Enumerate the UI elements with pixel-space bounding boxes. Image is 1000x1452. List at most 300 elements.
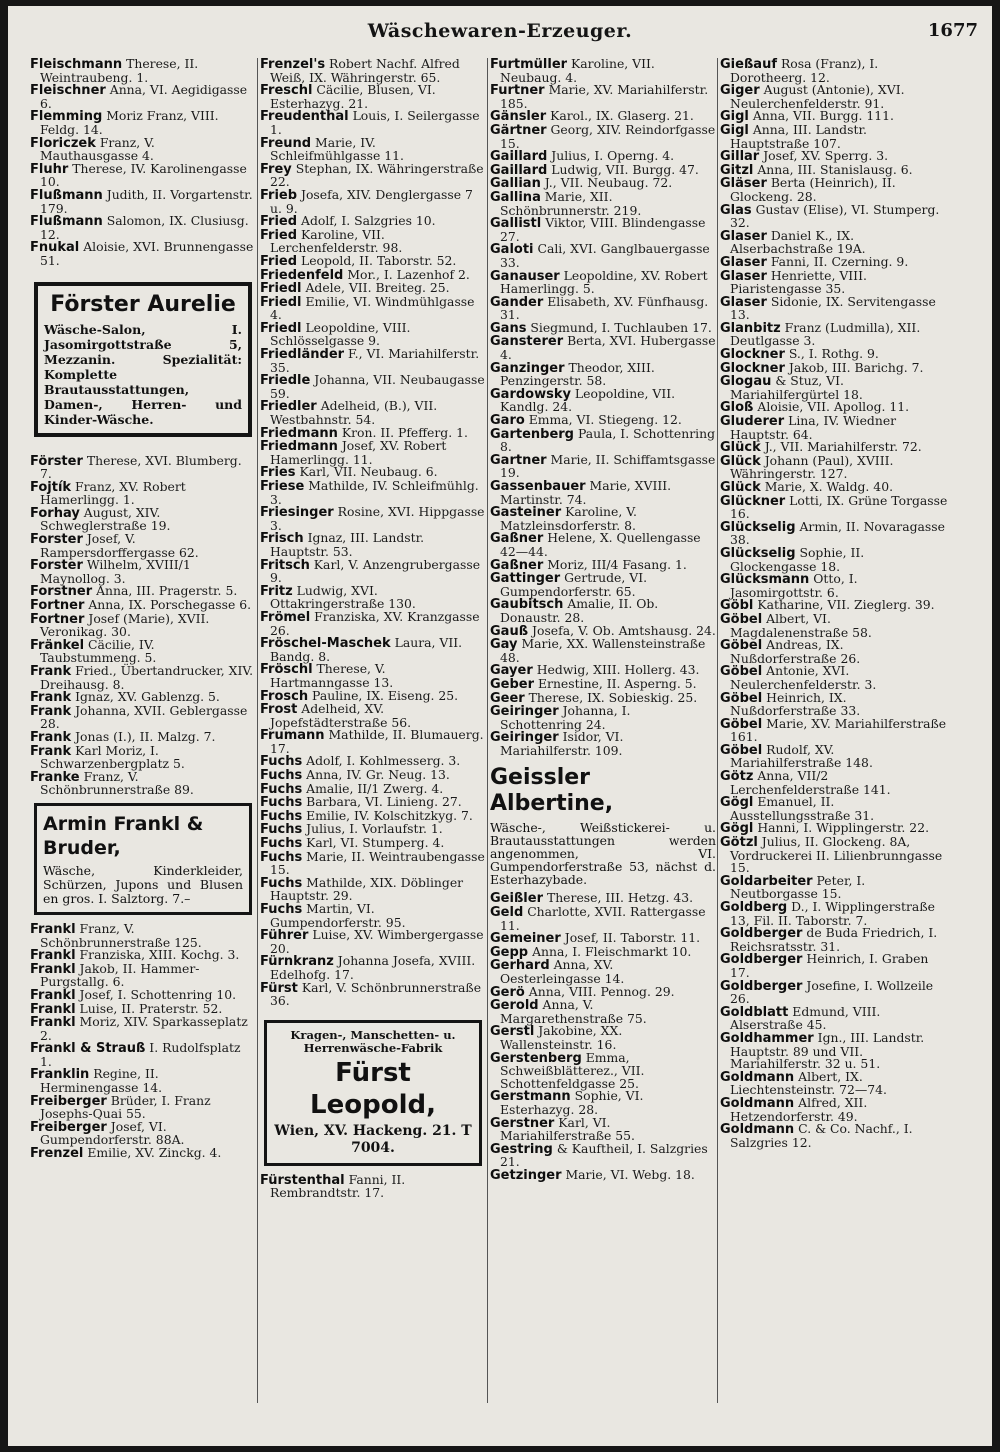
entry-name: Fortner xyxy=(30,598,85,614)
entry-name: Glückner xyxy=(720,493,786,509)
directory-entry xyxy=(260,979,486,1009)
directory-entry xyxy=(260,226,486,256)
entry-name: Fuchs xyxy=(260,902,303,917)
entry-details: Mathilde, II. Blumauerg. 17. xyxy=(270,727,484,756)
entry-details: Albert, VI. Magdalenenstraße 58. xyxy=(730,610,872,640)
directory-entry xyxy=(490,705,716,731)
entry-name: Freudenthal xyxy=(260,109,349,125)
directory-entry xyxy=(30,1016,256,1042)
entry-details: Hanni, I. Wipplingerstr. 22. xyxy=(757,820,930,836)
directory-entry xyxy=(490,598,716,624)
entry-details: Franziska, XIII. Kochg. 3. xyxy=(79,947,240,963)
entry-name: Friedler xyxy=(260,399,317,415)
entry-name: Gasteiner xyxy=(490,505,562,521)
entry-name: Forhay xyxy=(30,505,80,521)
entry-name: Gießauf xyxy=(720,58,777,72)
directory-entry xyxy=(720,227,948,257)
directory-entry xyxy=(720,415,948,441)
entry-details: Louis, I. Seilergasse 1. xyxy=(270,108,480,137)
entry-name: Fortner xyxy=(30,611,85,627)
ad-text: Wäsche, Kinderkleider, Schürzen, Jupons und Blusen en gros. I. Salztorg. 7.– xyxy=(43,862,243,906)
entry-name: Gloß xyxy=(720,400,754,416)
entry-name: Glockner xyxy=(720,347,785,363)
entry-details: August, XIV. Schweglerstraße 19. xyxy=(40,504,171,534)
entry-name: Glaser xyxy=(720,294,767,310)
entry-details: Ludwig, XVI. Ottakringerstraße 130. xyxy=(270,582,416,612)
entry-details: Anna, VI. Aegidigasse 6. xyxy=(40,82,248,111)
entry-details: S., I. Rothg. 9. xyxy=(788,346,879,362)
directory-entry xyxy=(720,573,948,599)
entry-details: Helene, X. Quellengasse 42—44. xyxy=(500,530,701,559)
entry-details: de Buda Friedrich, I. Reichsratsstr. 31. xyxy=(730,925,938,954)
directory-entry xyxy=(30,1118,256,1148)
entry-name: Fried xyxy=(260,227,298,243)
entry-name: Gartenberg xyxy=(490,426,574,442)
entry-name: Freund xyxy=(260,135,312,151)
entry-name: Götz xyxy=(720,769,754,785)
entry-name: Gerstner xyxy=(490,1115,555,1131)
entry-name: Freiberger xyxy=(30,1119,107,1135)
entry-name: Fürnkranz xyxy=(260,954,334,970)
entry-details: Daniel K., IX. Alserbachstraße 19A. xyxy=(730,227,866,257)
directory-entry xyxy=(30,478,256,508)
entry-name: Fleischmann xyxy=(30,58,123,72)
entry-name: Geer xyxy=(490,690,525,706)
directory-entry xyxy=(720,492,948,522)
ad-title: Förster Aurelie xyxy=(50,291,236,317)
entry-name: Gay xyxy=(490,637,518,653)
entry-details: August (Antonie), XVI. Neulerchenfelderstr. 91. xyxy=(730,82,905,111)
entry-details: Karl, VII. Neubaug. 6. xyxy=(299,464,438,480)
entry-name: Frömel xyxy=(260,609,311,625)
directory-entry xyxy=(490,1025,716,1051)
entry-details: & Kauftheil, I. Salzgries 21. xyxy=(500,1140,708,1170)
entry-details: Franziska, XV. Kranzgasse 26. xyxy=(270,608,480,638)
entry-name: Gassenbauer xyxy=(490,479,586,494)
entry-name: Gardowsky xyxy=(490,386,571,402)
directory-entry xyxy=(720,121,948,151)
entry-name: Glück xyxy=(720,480,761,495)
directory-entry xyxy=(30,1147,256,1161)
column-3 xyxy=(490,58,716,1438)
directory-entry xyxy=(720,544,948,574)
entry-details: Sidonie, IX. Servitengasse 13. xyxy=(730,293,936,323)
entry-name: Freschl xyxy=(260,83,313,99)
entry-details: Josef, II. Taborstr. 11. xyxy=(564,930,701,946)
directory-entry xyxy=(490,1114,716,1144)
directory-entry xyxy=(720,1003,948,1033)
directory-entry xyxy=(260,903,486,929)
entry-name: Fuchs xyxy=(260,768,303,784)
entry-details: Mor., I. Lazenhof 2. xyxy=(347,266,470,282)
entry-details: Leopoldine, VII. Kandlg. 24. xyxy=(500,385,676,415)
entry-name: Gansterer xyxy=(490,334,564,350)
directory-entry xyxy=(490,451,716,481)
entry-name: Frankl xyxy=(30,961,76,977)
entry-details: Fanni, II. Czerning. 9. xyxy=(770,253,909,269)
entry-name: Garo xyxy=(490,413,525,429)
directory-entry xyxy=(490,425,716,455)
directory-entry xyxy=(490,572,716,598)
page-title: Wäschewaren-Erzeuger. xyxy=(367,20,633,42)
entry-details: Marie, IV. Schleifmühlgasse 11. xyxy=(270,134,404,164)
entry-details: Karl, V. Schönbrunnerstraße 36. xyxy=(270,979,482,1009)
entry-name: Gaillard xyxy=(490,149,548,165)
directory-entry xyxy=(260,480,486,506)
entry-name: Frankl xyxy=(30,1015,76,1031)
entry-name: Forster xyxy=(30,558,83,574)
entry-name: Frost xyxy=(260,702,298,718)
entry-name: Flußmann xyxy=(30,214,103,230)
ad-title: Fürst Leopold, xyxy=(310,1057,436,1120)
directory-entry xyxy=(490,188,716,218)
entry-name: Getzinger xyxy=(490,1167,562,1183)
entry-name: Forstner xyxy=(30,584,93,600)
directory-entry xyxy=(260,582,486,612)
directory-entry xyxy=(30,960,256,990)
entry-details: Mathilde, IV. Schleifmühlg. 3. xyxy=(270,478,479,507)
directory-entry xyxy=(260,874,486,904)
entry-details: Johanna, I. Schottenring 24. xyxy=(500,703,631,732)
directory-entry xyxy=(260,848,486,878)
entry-details: Emilie, VI. Windmühlgasse 4. xyxy=(270,293,475,323)
entry-details: Sophie, VI. Esterhazyg. 28. xyxy=(500,1088,644,1117)
directory-entry xyxy=(720,599,948,613)
entry-details: Cäcilie, IV. Taubstummeng. 5. xyxy=(40,636,157,666)
directory-entry xyxy=(490,638,716,664)
entry-name: Glogau xyxy=(720,374,772,390)
entry-details: Ignaz, XV. Gablenzg. 5. xyxy=(75,689,220,705)
entry-name: Fuchs xyxy=(260,781,303,797)
directory-entry xyxy=(30,702,256,732)
directory-entry xyxy=(260,608,486,638)
directory-entry xyxy=(490,999,716,1025)
entry-details: Aloisie, XVI. Brunnengasse 51. xyxy=(40,239,254,268)
entry-details: Andreas, IX. Nußdorferstraße 26. xyxy=(730,637,861,666)
entry-details: Rudolf, XV. Mariahilferstraße 148. xyxy=(730,741,873,771)
entry-details: Heinrich, IX. Nußdorferstraße 33. xyxy=(730,689,861,719)
entry-name: Flußmann xyxy=(30,187,103,203)
directory-entry xyxy=(720,84,948,110)
directory-entry xyxy=(260,637,486,663)
directory-entry xyxy=(720,518,948,548)
entry-details: Judith, II. Vorgartenstr. 179. xyxy=(40,186,253,216)
entry-details: Gertrude, VI. Gumpendorferstr. 65. xyxy=(500,570,648,599)
directory-entry xyxy=(260,186,486,216)
entry-details: Josefine, I. Wollzeile 26. xyxy=(730,977,934,1007)
entry-name: Friedl xyxy=(260,320,302,336)
entry-name: Glaser xyxy=(720,254,767,270)
directory-entry xyxy=(30,110,256,136)
entry-details: Theodor, XIII. Penzingerstr. 58. xyxy=(500,359,655,389)
entry-details: Paula, I. Schottenring 8. xyxy=(500,425,716,455)
entry-name: Ganauser xyxy=(490,268,560,284)
entry-details: Karoline, V. Matzleinsdorferstr. 8. xyxy=(500,504,637,533)
entry-details: Therese, IX. Sobieskig. 25. xyxy=(528,689,698,705)
entry-details: Gustav (Elise), VI. Stumperg. 32. xyxy=(730,201,940,231)
directory-entry xyxy=(490,121,716,151)
directory-entry xyxy=(720,201,948,231)
entry-details: Hedwig, XIII. Hollerg. 43. xyxy=(536,662,700,678)
entry-name: Goldberger xyxy=(720,926,803,942)
directory-entry xyxy=(30,610,256,640)
entry-details: Josef (Marie), XVII. Veronikag. 30. xyxy=(40,610,210,640)
column-2 xyxy=(260,58,486,1438)
column-4 xyxy=(720,58,948,1438)
directory-entry xyxy=(720,319,948,349)
entry-details: Emilie, IV. Kolschitzkyg. 7. xyxy=(306,807,473,823)
entry-name: Fuchs xyxy=(260,849,303,865)
directory-entry xyxy=(720,689,948,719)
entry-name: Gigl xyxy=(720,122,749,138)
directory-entry xyxy=(260,1171,486,1201)
directory-entry xyxy=(30,84,256,110)
entry-details: Emilie, XV. Zinckg. 4. xyxy=(87,1145,222,1161)
directory-entry xyxy=(720,639,948,665)
entry-details: Emma, VI. Stiegeng. 12. xyxy=(528,412,682,428)
entry-details: Moriz, III/4 Fasang. 1. xyxy=(547,556,687,572)
entry-details: Johanna, VII. Neubaugasse 59. xyxy=(270,372,485,401)
entry-name: Fuchs xyxy=(260,754,303,770)
entry-name: Gepp xyxy=(490,944,529,960)
entry-details: Charlotte, XVII. Rattergasse 11. xyxy=(500,904,706,933)
entry-details: Laura, VII. Bandg. 8. xyxy=(270,635,463,664)
entry-name: Frenzel's xyxy=(260,58,326,72)
entry-name: Fröschel-Maschek xyxy=(260,636,391,652)
entry-details: Franz (Ludmilla), XII. Deutlgasse 3. xyxy=(730,319,921,349)
column-divider xyxy=(487,58,488,1403)
entry-name: Gaillard xyxy=(490,162,548,178)
entry-details: Kron. II. Pfefferg. 1. xyxy=(341,424,468,440)
entry-name: Geiringer xyxy=(490,730,559,746)
entry-details: Franz, XV. Robert Hamerlingg. 1. xyxy=(40,478,186,508)
directory-entry xyxy=(30,1092,256,1122)
entry-name: Furtner xyxy=(490,83,545,99)
directory-entry xyxy=(260,293,486,323)
directory-entry xyxy=(720,1094,948,1124)
directory-entry xyxy=(720,267,948,297)
entry-name: Glas xyxy=(720,202,752,218)
entry-name: Frenzel xyxy=(30,1146,84,1162)
entry-name: Geber xyxy=(490,676,535,692)
entry-details: Johanna, XVII. Geblergasse 28. xyxy=(40,702,248,732)
entry-name: Goldberger xyxy=(720,978,803,994)
entry-details: Adelheid, (B.), VII. Westbahnstr. 54. xyxy=(270,398,438,428)
directory-entry xyxy=(490,243,716,269)
entry-name: Gander xyxy=(490,294,544,310)
directory-entry xyxy=(490,1049,716,1091)
entry-name: Frieb xyxy=(260,187,298,203)
entry-name: Goldarbeiter xyxy=(720,873,813,889)
entry-details: Luise, II. Praterstr. 52. xyxy=(79,1000,223,1016)
entry-name: Gallina xyxy=(490,189,541,205)
entry-details: F., VI. Mariahilferstr. 35. xyxy=(270,346,480,375)
entry-details: Josef, XV. Sperrg. 3. xyxy=(763,148,889,164)
entry-name: Fried xyxy=(260,253,298,269)
entry-name: Göbel xyxy=(720,638,763,654)
entry-name: Gaßner xyxy=(490,557,544,573)
entry-details: Therese, V. Hartmanngasse 13. xyxy=(270,661,394,690)
entry-details: Marie, XV. Mariahilferstraße 161. xyxy=(730,715,947,745)
entry-details: Anna, III. Stanislausg. 6. xyxy=(757,161,913,177)
directory-entry xyxy=(260,374,486,400)
directory-entry xyxy=(30,1042,256,1068)
entry-details: Karl, VI. Mariahilferstraße 55. xyxy=(500,1114,635,1144)
entry-details: Moriz Franz, VIII. Feldg. 14. xyxy=(40,108,219,137)
directory-entry xyxy=(260,160,486,190)
entry-name: Glück xyxy=(720,440,761,456)
entry-details: Therese, II. Weintraubeng. 1. xyxy=(40,58,199,85)
directory-entry xyxy=(30,160,256,190)
entry-name: Gans xyxy=(490,320,527,336)
entry-name: Gaubitsch xyxy=(490,597,564,613)
entry-details: Franz, V. Schönbrunnerstraße 125. xyxy=(40,920,202,950)
entry-name: Friedmann xyxy=(260,439,338,455)
entry-details: Anna, IX. Porschegasse 6. xyxy=(88,597,252,613)
entry-details: Berta (Heinrich), II. Glockeng. 28. xyxy=(730,175,896,204)
entry-details: Brüder, I. Franz Josephs-Quai 55. xyxy=(40,1092,211,1122)
entry-details: J., VII. Neubaug. 72. xyxy=(544,175,673,191)
directory-entry xyxy=(720,177,948,203)
entry-details: Fanni, II. Rembrandtstr. 17. xyxy=(270,1171,406,1201)
entry-name: Gerstmann xyxy=(490,1089,571,1105)
entry-name: Fränkel xyxy=(30,637,85,653)
entry-details: Robert Nachf. Alfred Weiß, IX. Währingerstr. 65. xyxy=(270,58,460,85)
entry-name: Frank xyxy=(30,743,72,759)
entry-name: Gerö xyxy=(490,984,525,1000)
entry-name: Fuchs xyxy=(260,836,303,852)
entry-details: C. & Co. Nachf., I. Salzgries 12. xyxy=(730,1121,913,1150)
entry-name: Fürstenthal xyxy=(260,1172,345,1188)
entry-details: Ernestine, II. Asperng. 5. xyxy=(537,675,697,691)
entry-name: Frankl & Strauß xyxy=(30,1041,146,1057)
entry-details: Johanna Josefa, XVIII. Edelhofg. 17. xyxy=(270,953,476,982)
entry-details: Marie, XX. Wallensteinstraße 48. xyxy=(500,636,706,665)
entry-details: Jakob, III. Barichg. 7. xyxy=(788,359,924,375)
entry-details: Barbara, VI. Linieng. 27. xyxy=(306,794,462,810)
directory-entry xyxy=(30,504,256,534)
entry-details: Marie, XII. Schönbrunnerstr. 219. xyxy=(500,188,642,218)
column-1 xyxy=(30,58,256,1438)
directory-entry xyxy=(260,729,486,755)
entry-details: Adelheid, XV. Jopefstädterstraße 56. xyxy=(270,701,412,730)
entry-name: Frey xyxy=(260,161,292,177)
entry-details: Marie, XV. Mariahilferstr. 185. xyxy=(500,82,709,111)
entry-details: Amalie, II. Ob. Donaustr. 28. xyxy=(500,596,659,625)
directory-entry xyxy=(260,506,486,532)
entry-name: Flemming xyxy=(30,109,103,125)
entry-details: Anna, VII. Burgg. 111. xyxy=(752,108,894,124)
entry-details: Aloisie, VII. Apollog. 11. xyxy=(757,399,910,415)
entry-details: Adolf, I. Kohlmesserg. 3. xyxy=(306,753,461,769)
entry-details: Mathilde, XIX. Döblinger Hauptstr. 29. xyxy=(270,874,464,904)
entry-details: Emma, Schweißblätterez., VII. Schottenfeldgasse 25. xyxy=(500,1049,645,1091)
entry-name: Frankl xyxy=(30,948,76,964)
entry-details: Therese, III. Hetzg. 43. xyxy=(546,890,694,906)
entry-details: Fried., Übertandrucker, XIV. Dreihausg. 8. xyxy=(40,663,254,692)
entry-name: Fojtík xyxy=(30,479,72,495)
directory-entry xyxy=(720,977,948,1007)
entry-details: Lina, IV. Wiedner Hauptstr. 64. xyxy=(730,413,897,442)
entry-details: Anna, IV. Gr. Neug. 13. xyxy=(306,767,450,783)
entry-details: Henriette, VIII. Piaristengasse 35. xyxy=(730,267,867,297)
entry-details: Marie, II. Schiffamtsgasse 19. xyxy=(500,451,716,481)
directory-entry xyxy=(30,636,256,666)
entry-name: Gallistl xyxy=(490,216,542,232)
directory-entry xyxy=(720,715,948,745)
directory-entry xyxy=(260,929,486,955)
entry-details: Karl, VI. Stumperg. 4. xyxy=(306,835,445,851)
entry-name: Gayer xyxy=(490,663,533,679)
entry-details: Josefa, XIV. Denglergasse 7 u. 9. xyxy=(270,186,473,216)
entry-name: Gitzl xyxy=(720,162,754,178)
directory-entry xyxy=(720,796,948,822)
directory-entry xyxy=(260,955,486,981)
entry-name: Gillar xyxy=(720,149,760,165)
entry-name: Frumann xyxy=(260,728,325,744)
entry-details: Therese, IV. Karolinengasse 10. xyxy=(40,160,247,190)
directory-entry xyxy=(30,241,256,267)
entry-name: Goldmann xyxy=(720,1069,795,1085)
directory-entry xyxy=(260,703,486,729)
entry-name: Glanbitz xyxy=(720,320,781,336)
entry-name: Gemeiner xyxy=(490,931,561,947)
entry-details: Moriz, XIV. Sparkasseplatz 2. xyxy=(40,1014,248,1043)
directory-entry xyxy=(720,452,948,482)
directory-entry xyxy=(490,58,716,84)
entry-details: Ign., III. Landstr. Hauptstr. 89 und VII. Mariahilferstr. 32 u. 51. xyxy=(730,1029,925,1072)
entry-details: Leopoldine, XV. Robert Hamerlingg. 5. xyxy=(500,267,708,297)
entry-name: Frosch xyxy=(260,688,309,704)
entry-name: Goldhammer xyxy=(720,1030,814,1046)
directory-entry xyxy=(490,731,716,757)
entry-details: Isidor, VI. Mariahilferstr. 109. xyxy=(500,729,624,758)
entry-name: Gallian xyxy=(490,176,541,192)
directory-entry xyxy=(720,953,948,979)
entry-name: Giger xyxy=(720,83,760,99)
directory-entry xyxy=(260,440,486,466)
entry-details: Martin, VI. Gumpendorferstr. 95. xyxy=(270,901,406,930)
entry-name: Gigl xyxy=(720,109,749,125)
entry-details: Rosa (Franz), I. Dorotheerg. 12. xyxy=(730,58,879,85)
entry-name: Furtmüller xyxy=(490,58,568,72)
entry-details: Berta, XVI. Hubergasse 4. xyxy=(500,333,716,363)
directory-entry xyxy=(720,770,948,796)
entry-name: Goldmann xyxy=(720,1122,795,1138)
entry-name: Galoti xyxy=(490,242,534,258)
entry-details: Franz, V. Schönbrunnerstraße 89. xyxy=(40,768,194,798)
directory-entry xyxy=(490,959,716,985)
page-header xyxy=(8,20,992,50)
entry-name: Franklin xyxy=(30,1067,90,1083)
entry-name: Gaßner xyxy=(490,531,544,547)
entry-details: Josef, XV. Robert Hamerlingg. 11. xyxy=(270,438,447,467)
directory-entry xyxy=(720,1029,948,1072)
entry-details: I. Rudolfsplatz 1. xyxy=(40,1040,241,1069)
entry-details: Alfred, XII. Hetzendorferstr. 49. xyxy=(730,1094,868,1124)
entry-name: Göbel xyxy=(720,664,763,680)
directory-entry xyxy=(490,293,716,323)
directory-entry xyxy=(30,742,256,772)
entry-details: Marie, XVIII. Martinstr. 74. xyxy=(500,478,672,507)
entry-details: Antonie, XVI. Neulerchenfelderstr. 3. xyxy=(730,663,877,692)
entry-details: Luise, XV. Wimbergergasse 20. xyxy=(270,927,484,956)
entry-details: Anna, III. Landstr. Hauptstraße 107. xyxy=(730,121,867,151)
entry-details: Siegmund, I. Tuchlauben 17. xyxy=(530,319,712,335)
directory-entry xyxy=(30,186,256,216)
directory-entry xyxy=(720,375,948,401)
entry-name: Gluderer xyxy=(720,414,785,430)
